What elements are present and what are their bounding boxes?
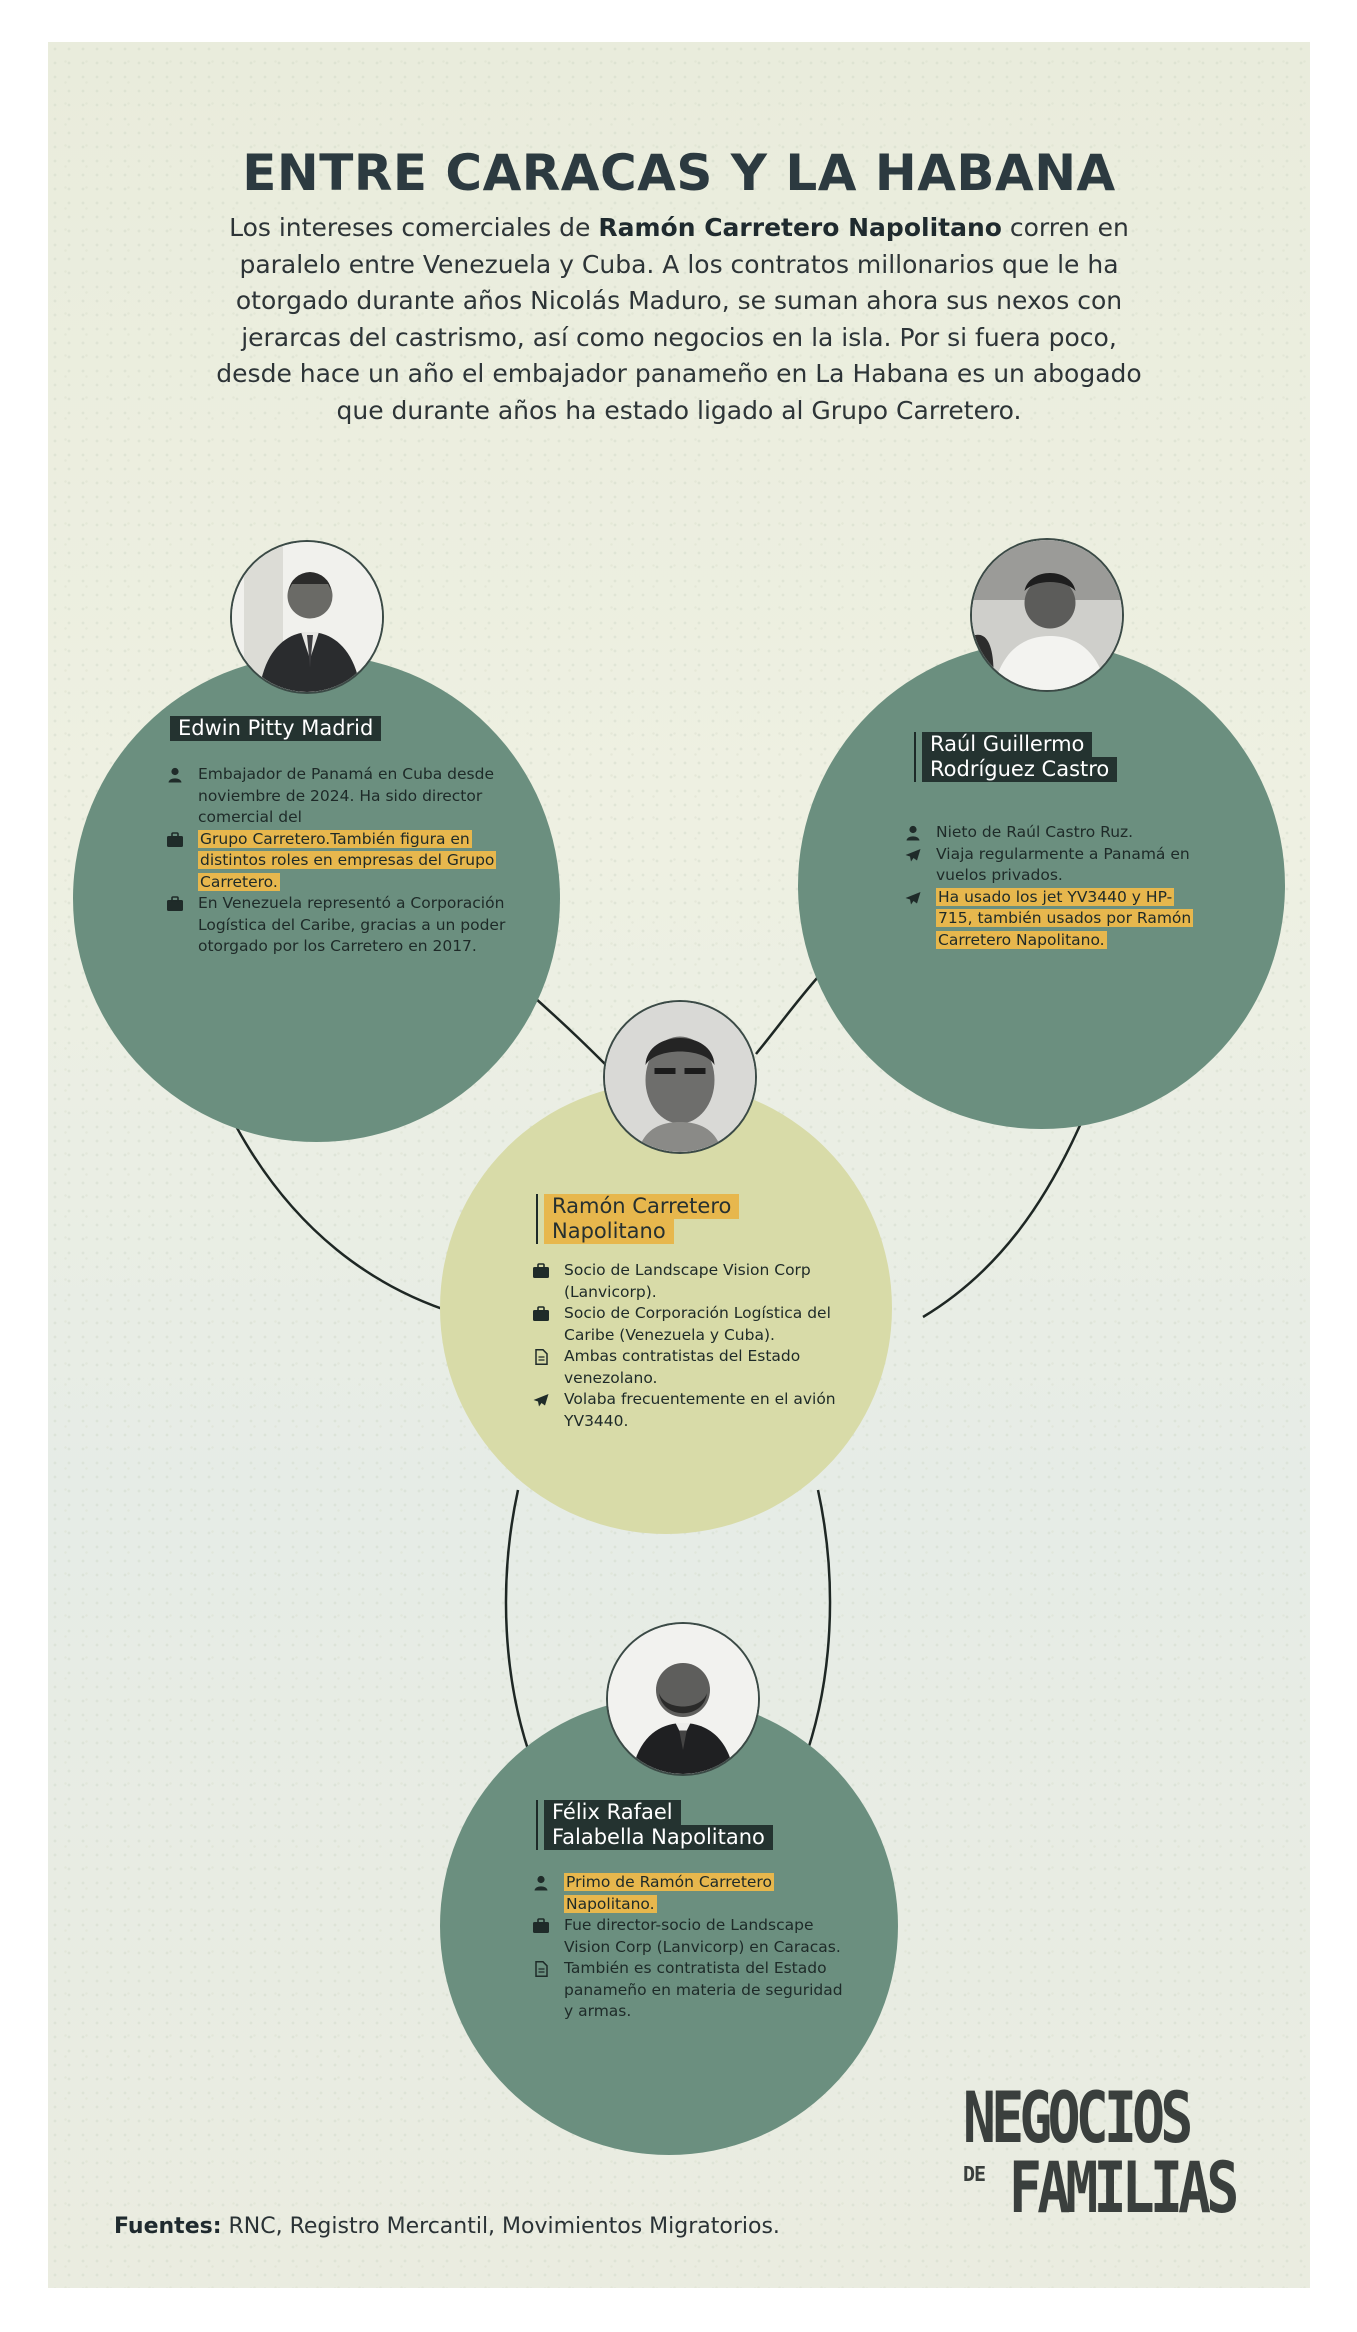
- document-icon: [532, 1349, 550, 1365]
- felix-bullet-2: Fue director-socio de Landscape Vision Corp (Lanvicorp) en Caracas.: [532, 1915, 852, 1958]
- raul-bullets: [904, 822, 1204, 951]
- ramon-name-line1: Ramón Carretero: [544, 1194, 739, 1219]
- raul-name: [914, 732, 1117, 782]
- briefcase-icon: [166, 896, 184, 912]
- plane-icon: [532, 1392, 550, 1408]
- logo-small: DE: [963, 2162, 986, 2186]
- edwin-photo: [230, 540, 384, 694]
- document-icon: [532, 1961, 550, 1977]
- briefcase-icon: [532, 1306, 550, 1322]
- felix-name-line1: Félix Rafael: [544, 1800, 681, 1825]
- felix-name: [536, 1800, 773, 1850]
- intro-paragraph: [203, 210, 1155, 429]
- intro-highlight-name: Ramón Carretero Napolitano: [598, 213, 1002, 242]
- briefcase-icon: [532, 1263, 550, 1279]
- link-raul-ramon-outer: [923, 1107, 1088, 1317]
- intro-text-before: Los intereses comerciales de: [229, 213, 599, 242]
- raul-bullet-3: Ha usado los jet YV3440 y HP-715, también usados por Ramón Carretero Napolitano.: [904, 887, 1204, 952]
- felix-bullet-3: También es contratista del Estado panameño en materia de seguridad y armas.: [532, 1958, 852, 2023]
- logo-line1: NEGOCIOS: [963, 2077, 1189, 2159]
- edwin-bullet-1: Embajador de Panamá en Cuba desde noviembre de 2024. Ha sido director comercial del: [166, 764, 511, 829]
- ramon-bullets: [532, 1260, 842, 1432]
- link-ramon-felix-right: [803, 1490, 830, 1764]
- negocios-de-familias-logo: [963, 2077, 1263, 2242]
- edwin-bullet-2: Grupo Carretero.También figura en distintos roles en empresas del Grupo Carretero.: [166, 829, 511, 894]
- person-icon: [904, 825, 922, 841]
- person-icon: [532, 1875, 550, 1891]
- ramon-name-line2: Napolitano: [544, 1219, 674, 1244]
- plane-icon: [904, 847, 922, 863]
- sources-line: [114, 2214, 780, 2239]
- infographic-canvas: [48, 42, 1310, 2288]
- logo-line2: FAMILIAS: [1009, 2147, 1235, 2229]
- ramon-photo: [603, 1000, 757, 1154]
- page-title: ENTRE CARACAS Y LA HABANA: [242, 144, 1116, 202]
- briefcase-icon: [532, 1918, 550, 1934]
- raul-photo: [970, 538, 1124, 692]
- ramon-bullet-1: Socio de Landscape Vision Corp (Lanvicorp).: [532, 1260, 842, 1303]
- intro-text-after: corren en paralelo entre Venezuela y Cuba. A los contratos millonarios que le ha otorgado durante años Nicolás Maduro, se suman ahora sus nexos con jerarcas del castrismo, así como negocios en la isla. Por si fuera poco, desde hace un año el embajador panameño en La Habana es un abogado que durante años ha estado ligado al Grupo Carretero.: [216, 213, 1142, 425]
- edwin-name-line1: Edwin Pitty Madrid: [170, 716, 381, 741]
- edwin-bullets: [166, 764, 511, 958]
- felix-name-line2: Falabella Napolitano: [544, 1825, 773, 1850]
- sources-label: Fuentes:: [114, 2214, 222, 2239]
- ramon-bullet-2: Socio de Corporación Logística del Caribe (Venezuela y Cuba).: [532, 1303, 842, 1346]
- person-icon: [166, 767, 184, 783]
- ramon-bullet-3: Ambas contratistas del Estado venezolano.: [532, 1346, 842, 1389]
- raul-bullet-2: Viaja regularmente a Panamá en vuelos privados.: [904, 844, 1204, 887]
- link-ramon-felix-left: [506, 1490, 533, 1764]
- edwin-name: [170, 716, 381, 741]
- raul-bullet-1: Nieto de Raúl Castro Ruz.: [904, 822, 1204, 844]
- plane-icon: [904, 890, 922, 906]
- link-raul-ramon: [756, 977, 818, 1054]
- link-edwin-ramon: [526, 990, 613, 1072]
- ramon-name: [536, 1194, 739, 1244]
- briefcase-icon: [166, 832, 184, 848]
- felix-photo: [606, 1622, 760, 1776]
- sources-text: RNC, Registro Mercantil, Movimientos Migratorios.: [221, 2214, 780, 2239]
- ramon-bullet-4: Volaba frecuentemente en el avión YV3440.: [532, 1389, 842, 1432]
- raul-name-line2: Rodríguez Castro: [922, 757, 1117, 782]
- felix-bullet-1: Primo de Ramón Carretero Napolitano.: [532, 1872, 852, 1915]
- edwin-bullet-3: En Venezuela representó a Corporación Logística del Caribe, gracias a un poder otorgado por los Carretero en 2017.: [166, 893, 511, 958]
- felix-bullets: [532, 1872, 852, 2023]
- raul-name-line1: Raúl Guillermo: [922, 732, 1092, 757]
